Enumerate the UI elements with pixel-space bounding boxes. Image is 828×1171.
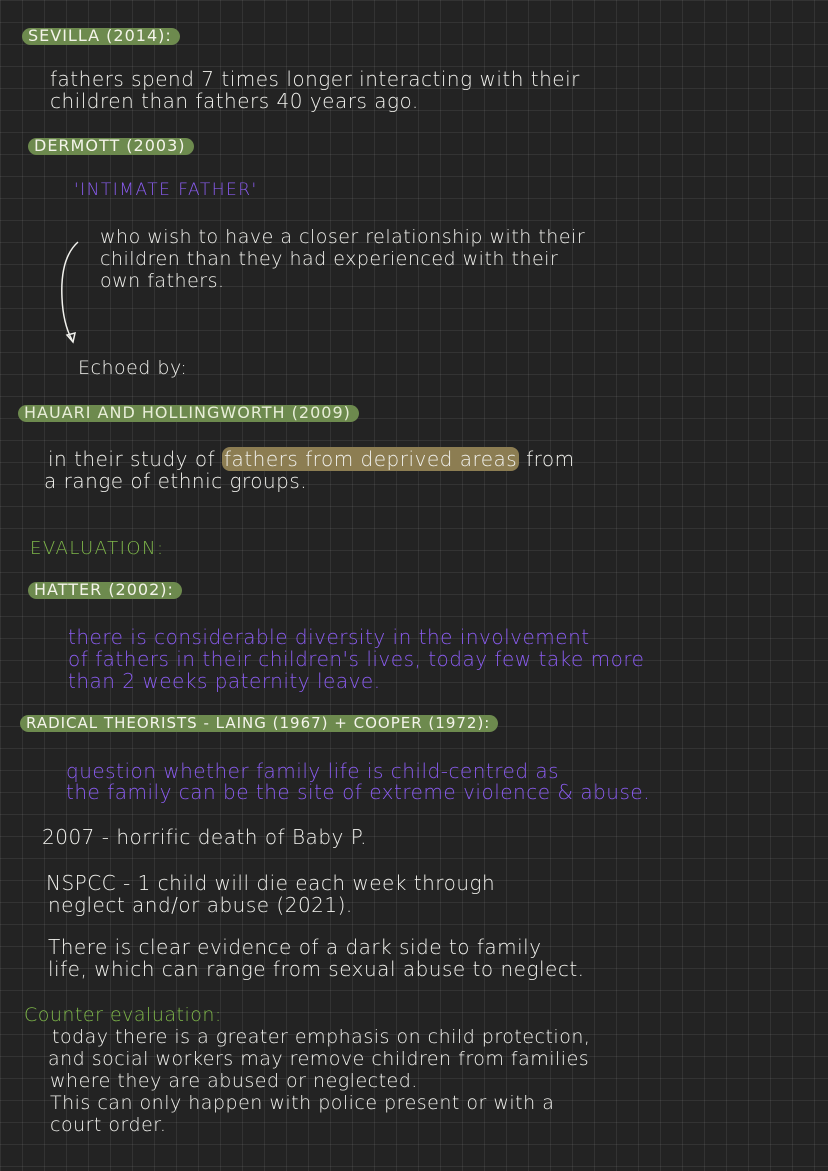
hauari-line-1-post: from [519, 447, 575, 471]
radical-line-2: the family can be the site of extreme violence & abuse. [66, 780, 651, 804]
counter-line-3: where they are abused or neglected. [50, 1070, 418, 1092]
sevilla-line-1: fathers spend 7 times longer interacting with their [50, 67, 580, 91]
radical-line-1: question whether family life is child-centred as [66, 759, 560, 783]
counter-line-4: This can only happen with police present or with a [50, 1092, 555, 1114]
nspcc-line-2: neglect and/or abuse (2021). [48, 893, 353, 917]
dermott-line-3: own fathers. [100, 270, 225, 292]
counter-line-1: today there is a greater emphasis on child protection, [52, 1026, 591, 1048]
heading-evaluation: EVALUATION: [30, 538, 165, 559]
intimate-father-term: 'INTIMATE FATHER' [74, 180, 258, 200]
heading-radical-theorists: RADICAL THEORISTS - LAING (1967) + COOPER (1972): [20, 715, 498, 732]
darkside-line-2: life, which can range from sexual abuse to neglect. [48, 957, 585, 981]
heading-hauari-hollingworth: HAUARI AND HOLLINGWORTH (2009) [18, 405, 359, 422]
echoed-by-label: Echoed by: [78, 357, 188, 379]
counter-line-5: court order. [50, 1114, 167, 1136]
hauari-line-1-pre: in their study of [48, 447, 223, 471]
dermott-line-1: who wish to have a closer relationship with their [100, 226, 586, 248]
curved-down-arrow-icon [56, 238, 86, 348]
nspcc-line-1: NSPCC - 1 child will die each week through [46, 871, 496, 895]
counter-line-2: and social workers may remove children from families [48, 1048, 590, 1070]
heading-sevilla: SEVILLA (2014): [22, 28, 180, 45]
dermott-line-2: children than they had experienced with their [100, 248, 559, 270]
hauari-line-1 [48, 448, 575, 470]
heading-dermott: DERMOTT (2003) [28, 138, 194, 155]
hauari-line-2: a range of ethnic groups. [44, 469, 308, 493]
hatter-line-1: there is considerable diversity in the involvement [68, 625, 590, 649]
heading-hatter: HATTER (2002): [28, 582, 182, 599]
hatter-line-3: than 2 weeks paternity leave. [68, 669, 381, 693]
darkside-line-1: There is clear evidence of a dark side to family [48, 935, 542, 959]
sevilla-line-2: children than fathers 40 years ago. [50, 89, 419, 113]
baby-p-line: 2007 - horrific death of Baby P. [42, 825, 368, 849]
heading-counter-evaluation: Counter evaluation: [24, 1004, 222, 1026]
highlight-deprived-areas: fathers from deprived areas [224, 447, 518, 471]
hatter-line-2: of fathers in their children's lives, today few take more [68, 647, 645, 671]
